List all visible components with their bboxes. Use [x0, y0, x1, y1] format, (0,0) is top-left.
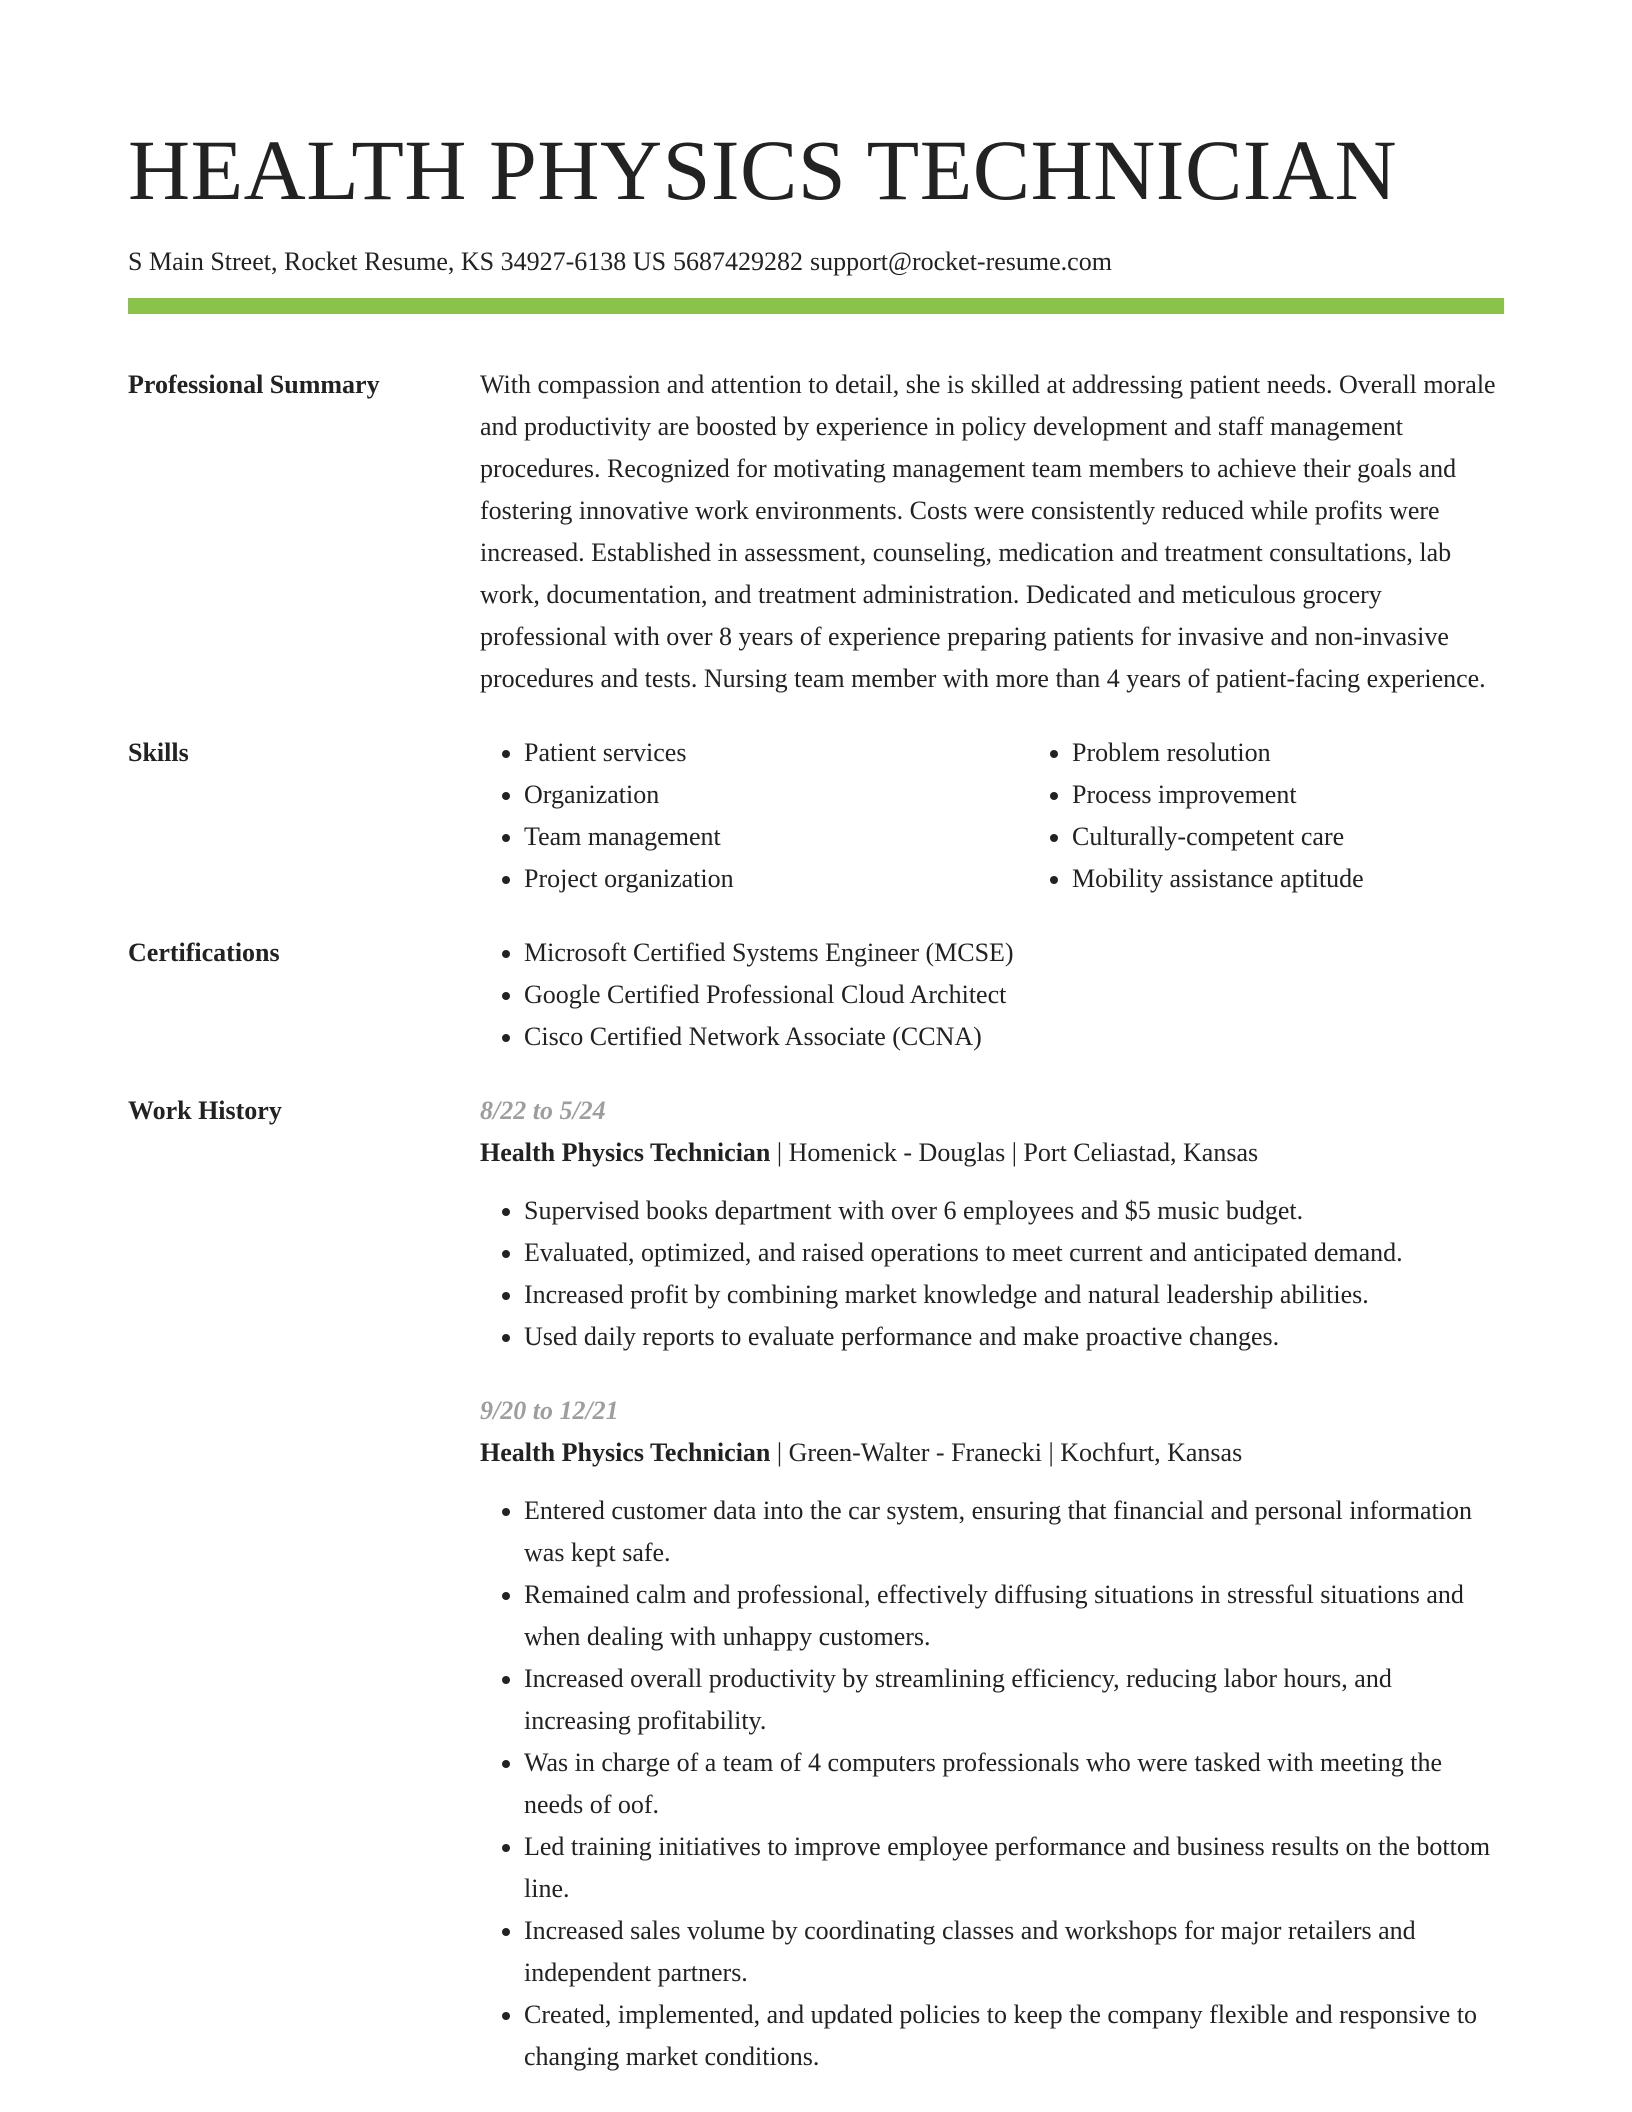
- work-history-section: [128, 1090, 1504, 2078]
- job-bullet: • Used daily reports to evaluate performance and make proactive changes.: [524, 1316, 1504, 1358]
- contact-address: S Main Street, Rocket Resume, KS 34927-6138 US: [128, 247, 667, 276]
- summary-text: With compassion and attention to detail, she is skilled at addressing patient needs. Overall morale and productivity are boosted by experience in policy development and staff management procedures. Recognized for motivating management team members to achieve their goals and fostering innovative work environments. Costs were consistently reduced while profits were increased. Established in assessment, counseling, medication and treatment consultations, lab work, documentation, and treatment administration. Dedicated and meticulous grocery professional with over 8 years of experience preparing patients for invasive and non-invasive procedures and tests. Nursing team member with more than 4 years of patient-facing experience.: [480, 370, 1496, 693]
- job-bullet: • Was in charge of a team of 4 computers professionals who were tasked with meeting the needs of oof.: [524, 1742, 1504, 1826]
- certifications-body: [480, 932, 1504, 1058]
- certifications-section: [128, 932, 1504, 1058]
- skill-item: • Process improvement: [1072, 774, 1576, 816]
- skills-list-right: [1028, 732, 1576, 900]
- job-bullet: • Increased overall productivity by streamlining efficiency, reducing labor hours, and increasing profitability.: [524, 1658, 1504, 1742]
- job-bullet: • Led training initiatives to improve employee performance and business results on the bottom line.: [524, 1826, 1504, 1910]
- job-entry: [480, 1390, 1504, 2078]
- skill-item: • Project organization: [524, 858, 1028, 900]
- job-title: Health Physics Technician: [480, 1138, 771, 1167]
- certification-item: • Cisco Certified Network Associate (CCNA): [524, 1016, 1504, 1058]
- resume-page: [128, 120, 1504, 2078]
- job-bullets: [480, 1190, 1504, 1358]
- summary-heading: Professional Summary: [128, 370, 380, 399]
- job-bullet: • Supervised books department with over 6 employees and $5 music budget.: [524, 1190, 1504, 1232]
- job-title: Health Physics Technician: [480, 1438, 771, 1467]
- job-entry: [480, 1090, 1504, 1358]
- job-dates: 9/20 to 12/21: [480, 1396, 619, 1425]
- job-employer-location: | Homenick - Douglas | Port Celiastad, Kansas: [770, 1138, 1259, 1167]
- job-bullet: • Entered customer data into the car system, ensuring that financial and personal information was kept safe.: [524, 1490, 1504, 1574]
- job-dates: 8/22 to 5/24: [480, 1096, 606, 1125]
- contact-line: [128, 246, 1504, 278]
- certification-item: • Microsoft Certified Systems Engineer (MCSE): [524, 932, 1504, 974]
- header-divider: [128, 298, 1504, 314]
- job-bullet: • Increased profit by combining market knowledge and natural leadership abilities.: [524, 1274, 1504, 1316]
- contact-phone: 5687429282: [673, 247, 804, 276]
- certification-item: • Google Certified Professional Cloud Architect: [524, 974, 1504, 1016]
- job-title-line: [480, 1432, 1504, 1474]
- job-bullet: • Created, implemented, and updated policies to keep the company flexible and responsive to changing market conditions.: [524, 1994, 1504, 2078]
- skill-item: • Culturally-competent care: [1072, 816, 1576, 858]
- work-history-body: [480, 1090, 1504, 2078]
- skill-item: • Patient services: [524, 732, 1028, 774]
- certifications-heading: Certifications: [128, 938, 280, 967]
- skills-list-left: [480, 732, 1028, 900]
- skills-section: [128, 732, 1504, 900]
- skills-heading: Skills: [128, 738, 189, 767]
- skill-item: • Team management: [524, 816, 1028, 858]
- contact-email[interactable]: support@rocket-resume.com: [810, 247, 1112, 276]
- summary-section: [128, 364, 1504, 700]
- skill-item: • Problem resolution: [1072, 732, 1576, 774]
- job-bullet: • Remained calm and professional, effectively diffusing situations in stressful situations and when dealing with unhappy customers.: [524, 1574, 1504, 1658]
- job-title-line: [480, 1132, 1504, 1174]
- certifications-list: [480, 932, 1504, 1058]
- job-bullet: • Evaluated, optimized, and raised operations to meet current and anticipated demand.: [524, 1232, 1504, 1274]
- skills-grid: [480, 732, 1576, 900]
- work-history-heading: Work History: [128, 1096, 282, 1125]
- skill-item: • Mobility assistance aptitude: [1072, 858, 1576, 900]
- job-employer-location: | Green-Walter - Franecki | Kochfurt, Kansas: [770, 1438, 1243, 1467]
- job-bullets: [480, 1490, 1504, 2078]
- skill-item: • Organization: [524, 774, 1028, 816]
- candidate-name: HEALTH PHYSICS TECHNICIAN: [128, 122, 1398, 218]
- job-bullet: • Increased sales volume by coordinating classes and workshops for major retailers and independent partners.: [524, 1910, 1504, 1994]
